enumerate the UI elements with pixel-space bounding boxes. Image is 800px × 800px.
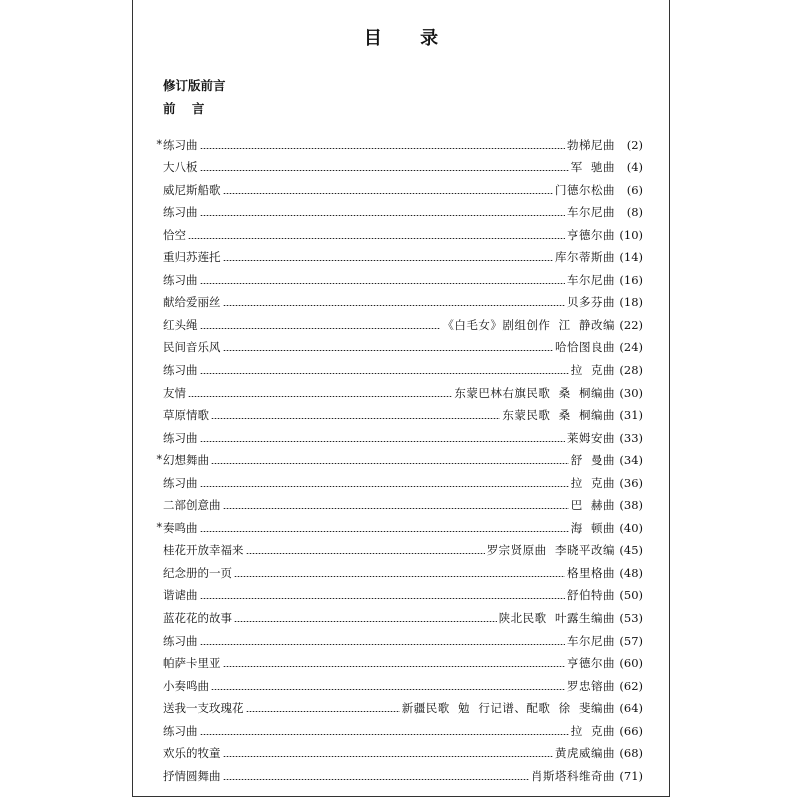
page-number: (28): [619, 363, 643, 378]
entry-credit: 黄虎威编曲: [555, 746, 615, 761]
entry-title: 友情: [163, 385, 186, 400]
toc-entry: [151, 332, 643, 355]
entry-credit: 拉 克曲: [570, 723, 615, 738]
entry-title: 练习曲: [163, 205, 198, 220]
entry-credit: 亨德尔曲: [567, 656, 615, 671]
entry-title: 帕萨卡里亚: [163, 656, 221, 671]
page-number: (22): [619, 317, 643, 332]
entry-credit: 新疆民歌 勉 行记谱、配歌 徐 斐编曲: [401, 701, 615, 716]
toc-entry: [151, 174, 643, 197]
entry-title: 练习曲: [163, 475, 198, 490]
page-number: (62): [619, 678, 643, 693]
page-number: (2): [626, 137, 643, 152]
entry-credit: 库尔蒂斯曲: [555, 250, 615, 265]
entry-credit: 《白毛女》剧组创作 江 静改编: [442, 317, 615, 332]
entry-title: 练习曲: [163, 272, 198, 287]
entry-title: 谐谑曲: [163, 588, 198, 603]
page-number: (40): [619, 520, 643, 535]
toc-entry: [151, 287, 643, 310]
entry-credit: 罗宗贤原曲 李晓平改编: [486, 543, 615, 558]
toc-entry: [151, 377, 643, 400]
entry-title: 奏鸣曲: [163, 520, 198, 535]
entry-credit: 东蒙巴林右旗民歌 桑 桐编曲: [454, 385, 615, 400]
entry-credit: 舒伯特曲: [567, 588, 615, 603]
toc-entry: [151, 715, 643, 738]
entry-credit: 军 驰曲: [570, 160, 615, 175]
entry-credit: 车尔尼曲: [567, 633, 615, 648]
page-number: (6): [626, 182, 643, 197]
toc-entry: [151, 242, 643, 265]
entry-title: 民间音乐风: [163, 340, 221, 355]
dot-leader: [200, 170, 569, 171]
toc-entry: [151, 309, 643, 332]
entry-credit: 海 顿曲: [570, 520, 615, 535]
toc-entry: [151, 602, 643, 625]
toc-entry: [151, 129, 643, 152]
dot-leader: [223, 350, 554, 351]
entry-title: 草原情歌: [163, 408, 209, 423]
toc-entry: [151, 490, 643, 513]
dot-leader: [200, 598, 566, 599]
page-number: (33): [619, 430, 643, 445]
page-number: (30): [619, 385, 643, 400]
asterisk-marker: *: [156, 453, 162, 467]
dot-leader: [188, 238, 565, 239]
entry-credit: 舒 曼曲: [570, 453, 615, 468]
toc-entry: [151, 197, 643, 220]
entry-credit: 勃梯尼曲: [567, 137, 615, 152]
toc-entry: [151, 512, 643, 535]
page-number: (57): [619, 633, 643, 648]
page-number: (45): [619, 543, 643, 558]
entry-credit: 哈恰图良曲: [555, 340, 615, 355]
entry-title: 练习曲: [163, 633, 198, 648]
entry-credit: 亨德尔曲: [567, 227, 615, 242]
entry-credit: 东蒙民歌 桑 桐编曲: [502, 408, 615, 423]
entry-credit: 莱姆安曲: [567, 430, 615, 445]
dot-leader: [200, 283, 566, 284]
entry-title: 送我一支玫瑰花: [163, 701, 244, 716]
page-number: (60): [619, 656, 643, 671]
entry-credit: 陕北民歌 叶露生编曲: [498, 611, 615, 626]
toc-entry: [151, 738, 643, 761]
page-number: (4): [626, 160, 643, 175]
document-page: [132, 0, 670, 797]
page-number: (50): [619, 588, 643, 603]
dot-leader: [200, 734, 569, 735]
entry-title: 练习曲: [163, 430, 198, 445]
toc-entry: [151, 580, 643, 603]
entry-title: 蓝花花的故事: [163, 611, 232, 626]
page-number: (24): [619, 340, 643, 355]
toc-entry: [151, 693, 643, 716]
toc-entry: [151, 625, 643, 648]
toc-entry: [151, 467, 643, 490]
entry-credit: 巴 赫曲: [570, 498, 615, 513]
dot-leader: [188, 396, 452, 397]
dot-leader: [223, 666, 566, 667]
entry-credit: 格里格曲: [567, 565, 615, 580]
page-number: (53): [619, 611, 643, 626]
dot-leader: [246, 711, 400, 712]
page-number: (14): [619, 250, 643, 265]
dot-leader: [200, 441, 566, 442]
entry-title: 威尼斯船歌: [163, 182, 221, 197]
toc-entry: [151, 264, 643, 287]
asterisk-marker: *: [156, 520, 162, 534]
toc-entry: [151, 400, 643, 423]
page-number: (10): [619, 227, 643, 242]
toc-entry: [151, 152, 643, 175]
dot-leader: [223, 260, 554, 261]
entry-title: 献给爱丽丝: [163, 295, 221, 310]
page-title: 目 录: [363, 28, 455, 49]
entry-title: 欢乐的牧童: [163, 746, 221, 761]
asterisk-marker: *: [156, 137, 162, 151]
entry-title: 练习曲: [163, 723, 198, 738]
table-of-contents: [151, 129, 643, 783]
page-number: (36): [619, 475, 643, 490]
entry-credit: 车尔尼曲: [567, 272, 615, 287]
entry-title: 二部创意曲: [163, 498, 221, 513]
entry-title: 小奏鸣曲: [163, 678, 209, 693]
toc-entry: [151, 648, 643, 671]
heading-revised-preface: 修订版前言: [163, 78, 226, 93]
dot-leader: [211, 689, 565, 690]
page-number: (16): [619, 272, 643, 287]
entry-title: 重归苏莲托: [163, 250, 221, 265]
entry-credit: 门德尔松曲: [555, 182, 615, 197]
toc-entry: [151, 422, 643, 445]
page-number: (68): [619, 746, 643, 761]
dot-leader: [234, 621, 497, 622]
dot-leader: [211, 463, 569, 464]
toc-entry: [151, 445, 643, 468]
dot-leader: [200, 531, 569, 532]
dot-leader: [200, 373, 569, 374]
dot-leader: [200, 328, 441, 329]
entry-title: 恰空: [163, 227, 186, 242]
page-number: (64): [619, 701, 643, 716]
dot-leader: [223, 756, 554, 757]
page-number: (31): [619, 408, 643, 423]
page-number: (18): [619, 295, 643, 310]
toc-entry: [151, 535, 643, 558]
dot-leader: [223, 305, 566, 306]
dot-leader: [200, 215, 566, 216]
entry-title: 练习曲: [163, 363, 198, 378]
entry-credit: 拉 克曲: [570, 363, 615, 378]
heading-preface: 前 言: [163, 101, 211, 116]
page-number: (38): [619, 498, 643, 513]
entry-title: 大八板: [163, 160, 198, 175]
entry-title: 纪念册的一页: [163, 565, 232, 580]
dot-leader: [234, 576, 565, 577]
page-number: (34): [619, 453, 643, 468]
entry-title: 抒情圆舞曲: [163, 768, 221, 783]
entry-credit: 拉 克曲: [570, 475, 615, 490]
entry-credit: 罗忠镕曲: [567, 678, 615, 693]
toc-entry: [151, 557, 643, 580]
dot-leader: [200, 148, 566, 149]
dot-leader: [211, 418, 500, 419]
entry-title: 幻想舞曲: [163, 453, 209, 468]
page-number: (66): [619, 723, 643, 738]
dot-leader: [223, 193, 554, 194]
dot-leader: [200, 644, 566, 645]
page-number: (71): [619, 768, 643, 783]
entry-credit: 贝多芬曲: [567, 295, 615, 310]
entry-credit: 肖斯塔科维奇曲: [531, 768, 615, 783]
entry-title: 桂花开放幸福来: [163, 543, 244, 558]
entry-credit: 车尔尼曲: [567, 205, 615, 220]
entry-title: 练习曲: [163, 137, 198, 152]
dot-leader: [200, 486, 569, 487]
page-number: (48): [619, 565, 643, 580]
dot-leader: [246, 553, 485, 554]
toc-entry: [151, 670, 643, 693]
toc-entry: [151, 760, 643, 783]
toc-entry: [151, 354, 643, 377]
toc-entry: [151, 219, 643, 242]
dot-leader: [223, 779, 530, 780]
dot-leader: [223, 508, 569, 509]
entry-title: 红头绳: [163, 317, 198, 332]
page-number: (8): [626, 205, 643, 220]
